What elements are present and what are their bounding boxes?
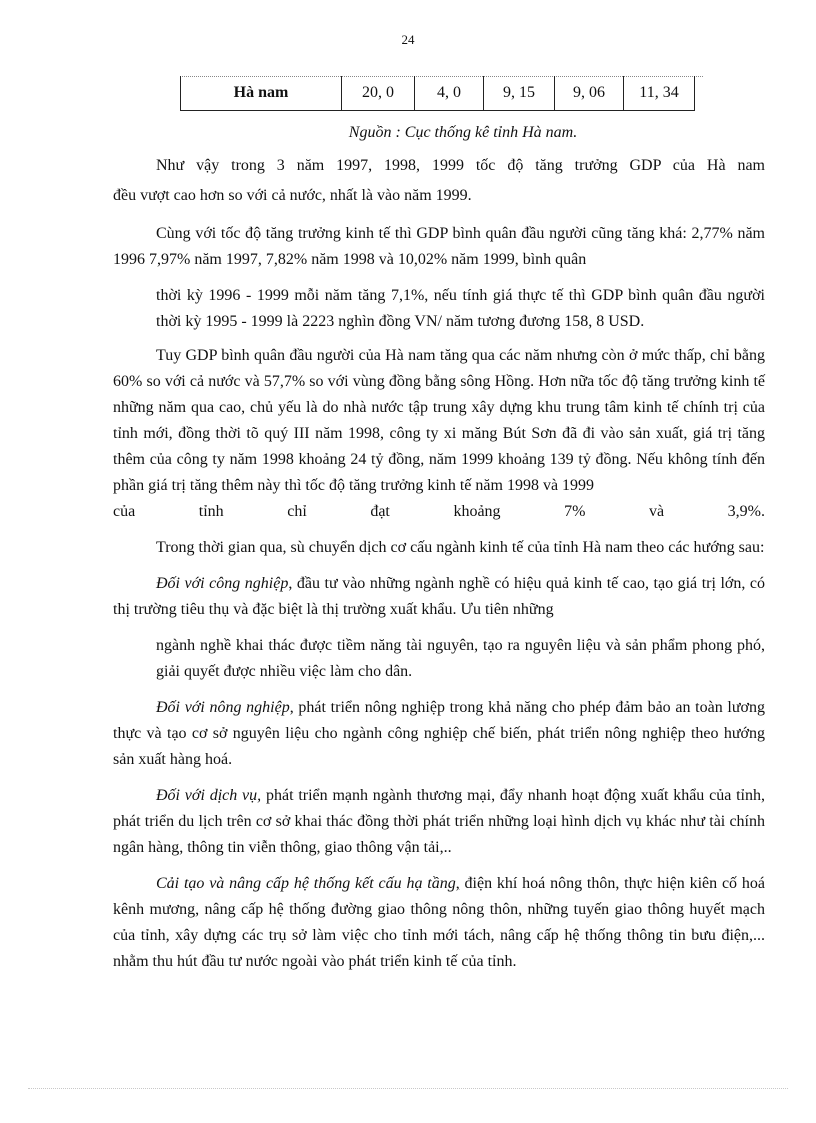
table-cell: 11, 34 (624, 76, 695, 111)
agriculture-heading: Đối với nông nghiệp (156, 699, 290, 716)
paragraph-services (113, 783, 765, 861)
page-number: 24 (401, 32, 415, 47)
body-text (113, 153, 765, 975)
infrastructure-comma: , (455, 875, 460, 892)
services-heading: Đối với dịch vụ, (156, 787, 262, 804)
paragraph-gdp-growth-line1: Như vậy trong 3 năm 1997, 1998, 1999 tốc độ tăng trưởng GDP của Hà nam (156, 157, 765, 174)
paragraph-gdp-per-capita-cont: thời kỳ 1996 - 1999 mỗi năm tăng 7,1%, nếu tính giá thực tế thì GDP bình quân đầu người thời kỳ 1995 - 1999 là 2223 nghìn đồng VN/ năm tương đương 158, 8 USD. (156, 287, 765, 330)
infrastructure-heading: Cải tạo và nâng cấp hệ thống kết cấu hạ tầng (156, 875, 456, 892)
table-row (181, 76, 695, 111)
paragraph-infrastructure (113, 871, 765, 975)
gdp-table (180, 76, 695, 111)
paragraph-industry (113, 571, 765, 623)
table-cell: 4, 0 (415, 76, 484, 111)
services-text: phát triển mạnh ngành thương mại, đẩy nhanh hoạt động xuất khẩu của tỉnh, phát triển du lịch trên cơ sở khai thác đồng thời phát triển những loại hình dịch vụ khác như tài chính ngân hàng, thông tin viễn thông, giao thông vận tải,.. (113, 787, 766, 856)
paragraph-industry-cont: ngành nghề khai thác được tiềm năng tài nguyên, tạo ra nguyên liệu và sản phẩm phong phó, giải quyết được nhiều việc làm cho dân. (156, 637, 765, 680)
industry-heading: Đối với công nghiệp (156, 575, 289, 592)
paragraph-gdp-comparison-end: của tỉnh chỉ đạt khoảng 7% và 3,9%. (113, 503, 765, 520)
table-cell: 9, 06 (555, 76, 624, 111)
table-cell: 9, 15 (484, 76, 555, 111)
paragraph-gdp-comparison: Tuy GDP bình quân đầu người của Hà nam tăng qua các năm nhưng còn ở mức thấp, chỉ bằng 60% so với cả nước và 57,7% so với vùng đồng bằng sông Hồng. Hơn nữa tốc độ tăng trưởng kinh tế những năm qua cao, chủ yếu là do nhà nước tập trung xây dựng khu trung tâm kinh tế chính trị của tỉnh mới, đồng thời tõ quý III năm 1998, công ty xi măng Bút Sơn đã đi vào sản xuất, giá trị tăng thêm của công ty năm 1998 khoảng 24 tỷ đồng, năm 1999 khoảng 139 tỷ đồng. Nếu không tính đến phần giá trị tăng thêm này thì tốc độ tăng trưởng kinh tế năm 1998 và 1999 (113, 347, 765, 494)
table-cell: 20, 0 (342, 76, 415, 111)
paragraph-agriculture (113, 695, 765, 773)
province-name-cell: Hà nam (181, 76, 342, 111)
table-source-note: Nguồn : Cục thống kê tỉnh Hà nam. (348, 124, 578, 141)
infrastructure-text: điện khí hoá nông thôn, thực hiện kiên cố hoá kênh mương, nâng cấp hệ thống đường giao thông nông thôn, những tuyến giao thông huyết mạch của tỉnh, xây dựng các trụ sở làm việc cho tỉnh mới tách, nâng cấp hệ thống thông tin bưu điện,... nhằm thu hút đầu tư nước ngoài vào phát triển kinh tế của tỉnh. (113, 875, 765, 970)
paragraph-gdp-growth-line2: đều vượt cao hơn so với cả nước, nhất là vào năm 1999. (113, 187, 472, 204)
paragraph-structural-shift: Trong thời gian qua, sù chuyển dịch cơ cấu ngành kinh tế của tỉnh Hà nam theo các hướng sau: (156, 539, 765, 556)
industry-text: , đầu tư vào những ngành nghề có hiệu quả kinh tế cao, tạo giá trị lớn, có thị trường tiêu thụ và đặc biệt là thị trường xuất khẩu. Ưu tiên những (113, 575, 765, 618)
paragraph-gdp-per-capita: Cùng với tốc độ tăng trưởng kinh tế thì GDP bình quân đầu người cũng tăng khá: 2,77% năm 1996 7,97% năm 1997, 7,82% năm 1998 và 10,02% năm 1999, bình quân (113, 225, 765, 268)
page-bottom-rule (28, 1088, 788, 1089)
agriculture-text: , phát triển nông nghiệp trong khả năng cho phép đảm bảo an toàn lương thực và tạo cơ sở nguyên liệu cho ngành công nghiệp chế biến, phát triển nông nghiệp theo hướng sản xuất hàng hoá. (113, 699, 765, 768)
